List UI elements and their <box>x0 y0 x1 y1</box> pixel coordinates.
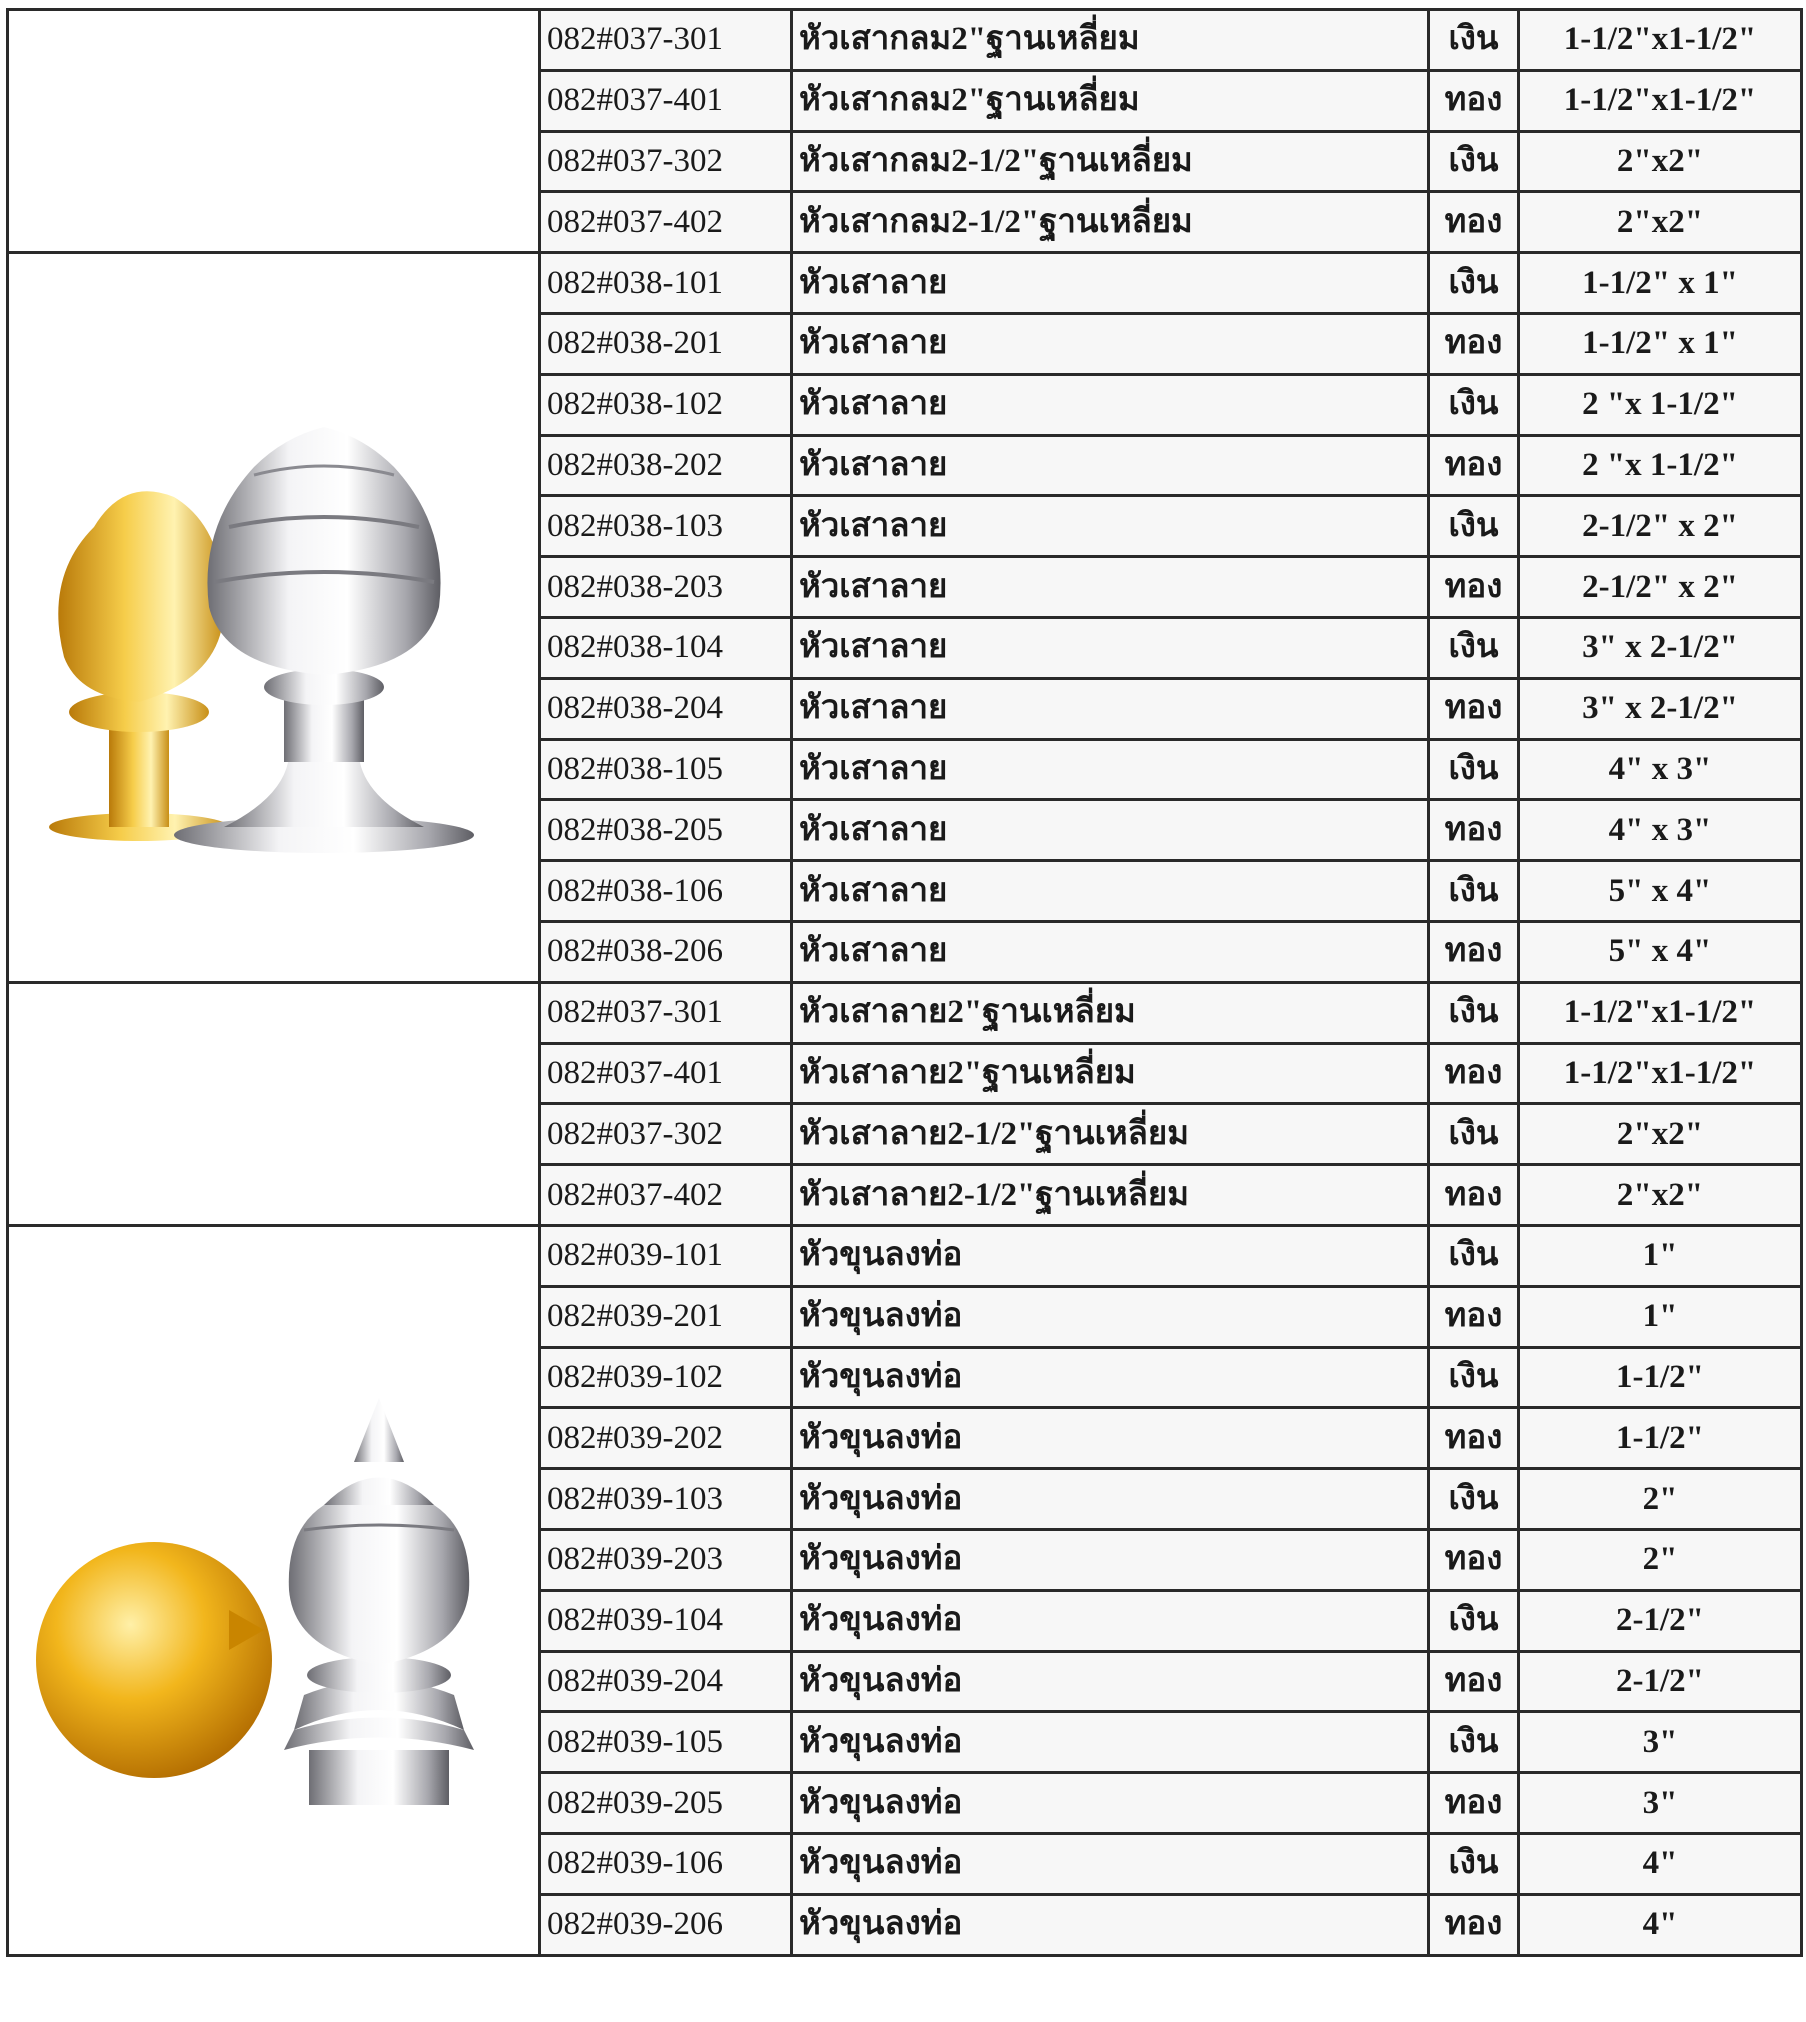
product-code: 082#039-104 <box>540 1590 792 1651</box>
product-name: หัวขุนลงท่อ <box>792 1286 1429 1347</box>
product-name: หัวขุนลงท่อ <box>792 1773 1429 1834</box>
product-size: 1-1/2" x 1" <box>1519 313 1802 374</box>
product-code: 082#038-104 <box>540 617 792 678</box>
product-size: 2-1/2" x 2" <box>1519 496 1802 557</box>
product-code: 082#037-402 <box>540 1165 792 1226</box>
product-color: เงิน <box>1429 374 1519 435</box>
product-code: 082#039-206 <box>540 1894 792 1955</box>
product-color: เงิน <box>1429 1104 1519 1165</box>
product-color: เงิน <box>1429 1833 1519 1894</box>
product-color: ทอง <box>1429 1529 1519 1590</box>
product-name: หัวเสาลาย <box>792 800 1429 861</box>
product-color: ทอง <box>1429 313 1519 374</box>
product-code: 082#039-101 <box>540 1225 792 1286</box>
product-code: 082#038-102 <box>540 374 792 435</box>
product-size: 1-1/2" <box>1519 1347 1802 1408</box>
product-color: เงิน <box>1429 617 1519 678</box>
product-code: 082#037-302 <box>540 131 792 192</box>
product-name: หัวเสาลาย2-1/2"ฐานเหลี่ยม <box>792 1104 1429 1165</box>
product-color: ทอง <box>1429 1408 1519 1469</box>
product-color: เงิน <box>1429 496 1519 557</box>
table-row <box>8 253 1802 314</box>
product-code: 082#039-202 <box>540 1408 792 1469</box>
table-row <box>8 10 1802 71</box>
product-code: 082#039-204 <box>540 1651 792 1712</box>
product-size: 1" <box>1519 1286 1802 1347</box>
product-image-cell <box>8 1225 540 1955</box>
product-color: ทอง <box>1429 1165 1519 1226</box>
product-code: 082#038-202 <box>540 435 792 496</box>
product-code: 082#038-205 <box>540 800 792 861</box>
product-name: หัวเสากลม2-1/2"ฐานเหลี่ยม <box>792 192 1429 253</box>
product-color: เงิน <box>1429 1590 1519 1651</box>
product-color: เงิน <box>1429 253 1519 314</box>
product-size: 2"x2" <box>1519 1165 1802 1226</box>
product-name: หัวขุนลงท่อ <box>792 1894 1429 1955</box>
pipe-finial-icon <box>24 1330 524 1850</box>
product-code: 082#039-103 <box>540 1469 792 1530</box>
product-size: 4" <box>1519 1894 1802 1955</box>
product-size: 1" <box>1519 1225 1802 1286</box>
product-color: เงิน <box>1429 1225 1519 1286</box>
product-name: หัวขุนลงท่อ <box>792 1347 1429 1408</box>
product-image-cell <box>8 253 540 983</box>
product-name: หัวขุนลงท่อ <box>792 1590 1429 1651</box>
product-color: ทอง <box>1429 800 1519 861</box>
product-name: หัวเสาลาย <box>792 253 1429 314</box>
product-size: 2"x2" <box>1519 131 1802 192</box>
product-code: 082#037-301 <box>540 982 792 1043</box>
product-table-body <box>8 10 1802 1956</box>
product-color: เงิน <box>1429 131 1519 192</box>
product-name: หัวเสากลม2"ฐานเหลี่ยม <box>792 70 1429 131</box>
product-code: 082#039-105 <box>540 1712 792 1773</box>
product-name: หัวเสาลาย <box>792 435 1429 496</box>
product-size: 2-1/2" <box>1519 1651 1802 1712</box>
product-size: 3" <box>1519 1712 1802 1773</box>
product-name: หัวเสาลาย <box>792 739 1429 800</box>
product-color: เงิน <box>1429 1347 1519 1408</box>
product-size: 3" <box>1519 1773 1802 1834</box>
product-code: 082#038-101 <box>540 253 792 314</box>
product-color: ทอง <box>1429 1894 1519 1955</box>
product-name: หัวเสาลาย <box>792 313 1429 374</box>
product-name: หัวเสาลาย <box>792 678 1429 739</box>
product-name: หัวเสากลม2-1/2"ฐานเหลี่ยม <box>792 131 1429 192</box>
product-table <box>6 8 1803 1957</box>
product-code: 082#037-402 <box>540 192 792 253</box>
product-color: เงิน <box>1429 982 1519 1043</box>
product-name: หัวเสาลาย <box>792 861 1429 922</box>
product-code: 082#038-103 <box>540 496 792 557</box>
product-code: 082#039-102 <box>540 1347 792 1408</box>
product-name: หัวขุนลงท่อ <box>792 1651 1429 1712</box>
product-color: เงิน <box>1429 10 1519 71</box>
product-size: 1-1/2"x1-1/2" <box>1519 1043 1802 1104</box>
product-size: 4" x 3" <box>1519 800 1802 861</box>
product-size: 2 "x 1-1/2" <box>1519 435 1802 496</box>
product-color: ทอง <box>1429 1286 1519 1347</box>
product-size: 5" x 4" <box>1519 861 1802 922</box>
product-color: ทอง <box>1429 557 1519 618</box>
product-name: หัวเสาลาย <box>792 496 1429 557</box>
product-image-cell <box>8 982 540 1225</box>
product-code: 082#038-201 <box>540 313 792 374</box>
product-size: 2-1/2" <box>1519 1590 1802 1651</box>
product-size: 2" <box>1519 1469 1802 1530</box>
product-size: 2 "x 1-1/2" <box>1519 374 1802 435</box>
product-color: เงิน <box>1429 861 1519 922</box>
product-code: 082#039-201 <box>540 1286 792 1347</box>
product-color: ทอง <box>1429 921 1519 982</box>
product-code: 082#038-204 <box>540 678 792 739</box>
product-name: หัวเสาลาย2"ฐานเหลี่ยม <box>792 982 1429 1043</box>
product-name: หัวเสาลาย <box>792 921 1429 982</box>
product-color: ทอง <box>1429 1773 1519 1834</box>
product-color: ทอง <box>1429 1651 1519 1712</box>
product-color: ทอง <box>1429 192 1519 253</box>
product-name: หัวเสาลาย2-1/2"ฐานเหลี่ยม <box>792 1165 1429 1226</box>
patterned-post-cap-icon <box>24 357 524 877</box>
product-name: หัวขุนลงท่อ <box>792 1529 1429 1590</box>
product-size: 1-1/2"x1-1/2" <box>1519 10 1802 71</box>
product-size: 3" x 2-1/2" <box>1519 678 1802 739</box>
product-image-cell <box>8 10 540 253</box>
product-size: 1-1/2" x 1" <box>1519 253 1802 314</box>
product-size: 1-1/2" <box>1519 1408 1802 1469</box>
product-name: หัวเสากลม2"ฐานเหลี่ยม <box>792 10 1429 71</box>
product-name: หัวเสาลาย <box>792 374 1429 435</box>
product-size: 2" <box>1519 1529 1802 1590</box>
product-code: 082#039-205 <box>540 1773 792 1834</box>
product-color: เงิน <box>1429 739 1519 800</box>
product-code: 082#039-106 <box>540 1833 792 1894</box>
product-code: 082#037-301 <box>540 10 792 71</box>
product-size: 1-1/2"x1-1/2" <box>1519 982 1802 1043</box>
product-name: หัวเสาลาย <box>792 557 1429 618</box>
product-code: 082#037-401 <box>540 70 792 131</box>
product-color: เงิน <box>1429 1712 1519 1773</box>
product-size: 5" x 4" <box>1519 921 1802 982</box>
product-size: 2"x2" <box>1519 1104 1802 1165</box>
product-color: ทอง <box>1429 435 1519 496</box>
product-name: หัวขุนลงท่อ <box>792 1408 1429 1469</box>
price-list-sheet <box>6 8 1800 2020</box>
product-code: 082#037-401 <box>540 1043 792 1104</box>
product-color: ทอง <box>1429 1043 1519 1104</box>
product-name: หัวขุนลงท่อ <box>792 1225 1429 1286</box>
product-code: 082#038-105 <box>540 739 792 800</box>
product-code: 082#038-106 <box>540 861 792 922</box>
product-size: 4" x 3" <box>1519 739 1802 800</box>
product-size: 4" <box>1519 1833 1802 1894</box>
product-color: เงิน <box>1429 1469 1519 1530</box>
product-code: 082#039-203 <box>540 1529 792 1590</box>
product-code: 082#037-302 <box>540 1104 792 1165</box>
product-name: หัวเสาลาย2"ฐานเหลี่ยม <box>792 1043 1429 1104</box>
product-name: หัวเสาลาย <box>792 617 1429 678</box>
product-name: หัวขุนลงท่อ <box>792 1712 1429 1773</box>
product-size: 2"x2" <box>1519 192 1802 253</box>
table-row <box>8 982 1802 1043</box>
product-size: 1-1/2"x1-1/2" <box>1519 70 1802 131</box>
product-name: หัวขุนลงท่อ <box>792 1833 1429 1894</box>
product-size: 3" x 2-1/2" <box>1519 617 1802 678</box>
table-row <box>8 1225 1802 1286</box>
product-name: หัวขุนลงท่อ <box>792 1469 1429 1530</box>
product-color: ทอง <box>1429 678 1519 739</box>
product-color: ทอง <box>1429 70 1519 131</box>
product-code: 082#038-203 <box>540 557 792 618</box>
product-code: 082#038-206 <box>540 921 792 982</box>
product-size: 2-1/2" x 2" <box>1519 557 1802 618</box>
